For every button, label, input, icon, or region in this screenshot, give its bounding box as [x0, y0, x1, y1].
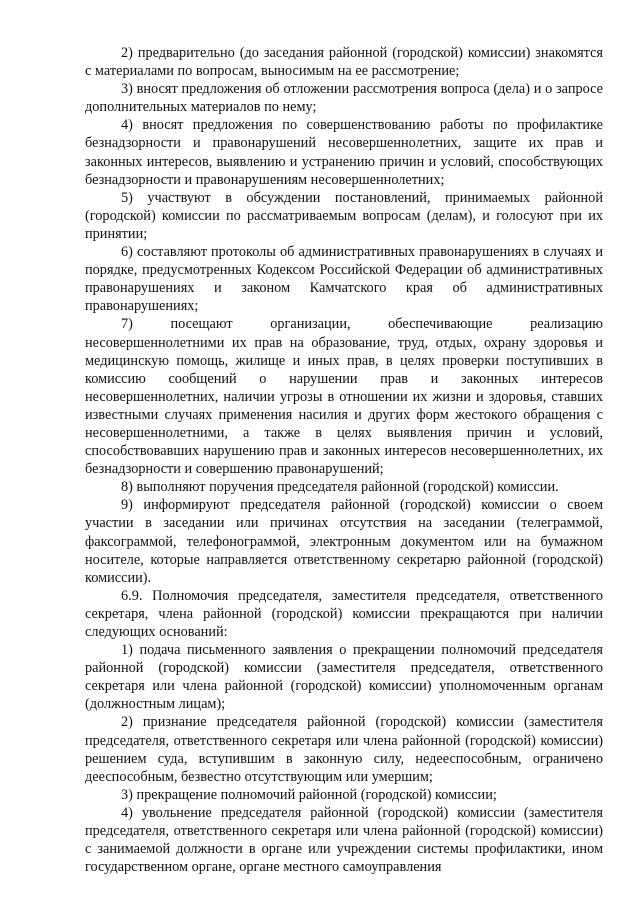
- paragraph-item-7: 7) посещают организации, обеспечивающие реализацию несовершеннолетними их прав на образование, труд, отдых, охрану здоровья и медицинскую помощь, жилище и иных прав, в целях проверки поступивших в комиссию сообщений о нарушении прав и законных интересов несовершеннолетних, наличии угрозы в отношении их жизни и здоровья, ставших известными случаях применения насилия и других форм жестокого обращения с несовершеннолетними, а также в целях выявления причин и условий, способствовавших нарушению прав и законных интересов несовершеннолетних, их безнадзорности и совершению правонарушений;: [85, 316, 603, 478]
- section-6-9-paragraph: 6.9. Полномочия председателя, заместителя председателя, ответственного секретаря, члена районной (городской) комиссии прекращаются при наличии следующих оснований:: [85, 587, 603, 640]
- paragraph-item-5: 5) участвуют в обсуждении постановлений, принимаемых районной (городской) комиссии по рассматриваемым вопросам (делам), и голосуют при их принятии;: [85, 189, 603, 242]
- grounds-item-1: 1) подача письменного заявления о прекращении полномочий председателя районной (городской) комиссии (заместителя председателя, ответственного секретаря или члена районной (городской) комиссии) уполномоченным органам (должностным лицам);: [85, 642, 603, 713]
- paragraph-item-2: 2) предварительно (до заседания районной (городской) комиссии) знакомятся с материалами по вопросам, выносимым на ее рассмотрение;: [85, 45, 603, 80]
- paragraph-item-6: 6) составляют протоколы об административных правонарушениях в случаях и порядке, предусмотренных Кодексом Российской Федерации об административных правонарушениях и законом Камчатского края об административных правонарушениях;: [85, 244, 603, 315]
- paragraph-item-8: 8) выполняют поручения председателя районной (городской) комиссии.: [121, 479, 559, 496]
- document-page: [85, 44, 603, 876]
- paragraph-item-9: 9) информируют председателя районной (городской) комиссии о своем участии в заседании или причинах отсутствия на заседании (телеграммой, факсограммой, телефонограммой, электронным документом или на бумажном носителе, которые направляется ответственному секретарю районной (городской) комиссии).: [85, 497, 603, 586]
- grounds-item-3: 3) прекращение полномочий районной (городской) комиссии;: [121, 786, 497, 803]
- paragraph-item-4: 4) вносят предложения по совершенствованию работы по профилактике безнадзорности и правонарушений несовершеннолетних, защите их прав и законных интересов, выявлению и устранению причин и условий, способствующих безнадзорности и правонарушениям несовершеннолетних;: [85, 117, 603, 188]
- grounds-item-2: 2) признание председателя районной (городской) комиссии (заместителя председателя, ответственного секретаря или члена районной (городской) комиссии) решением суда, вступившим в законную силу, недееспособным, ограничено дееспособным, безвестно отсутствующим или умершим;: [85, 714, 603, 785]
- grounds-item-4: 4) увольнение председателя районной (городской) комиссии (заместителя председателя, ответственного секретаря или члена районной (городской) комиссии) с занимаемой должности в органе или учреждении системы профилактики, ином государственном органе, органе местного самоуправления: [85, 804, 603, 876]
- paragraph-item-3: 3) вносят предложения об отложении рассмотрения вопроса (дела) и о запросе дополнительных материалов по нему;: [85, 81, 603, 116]
